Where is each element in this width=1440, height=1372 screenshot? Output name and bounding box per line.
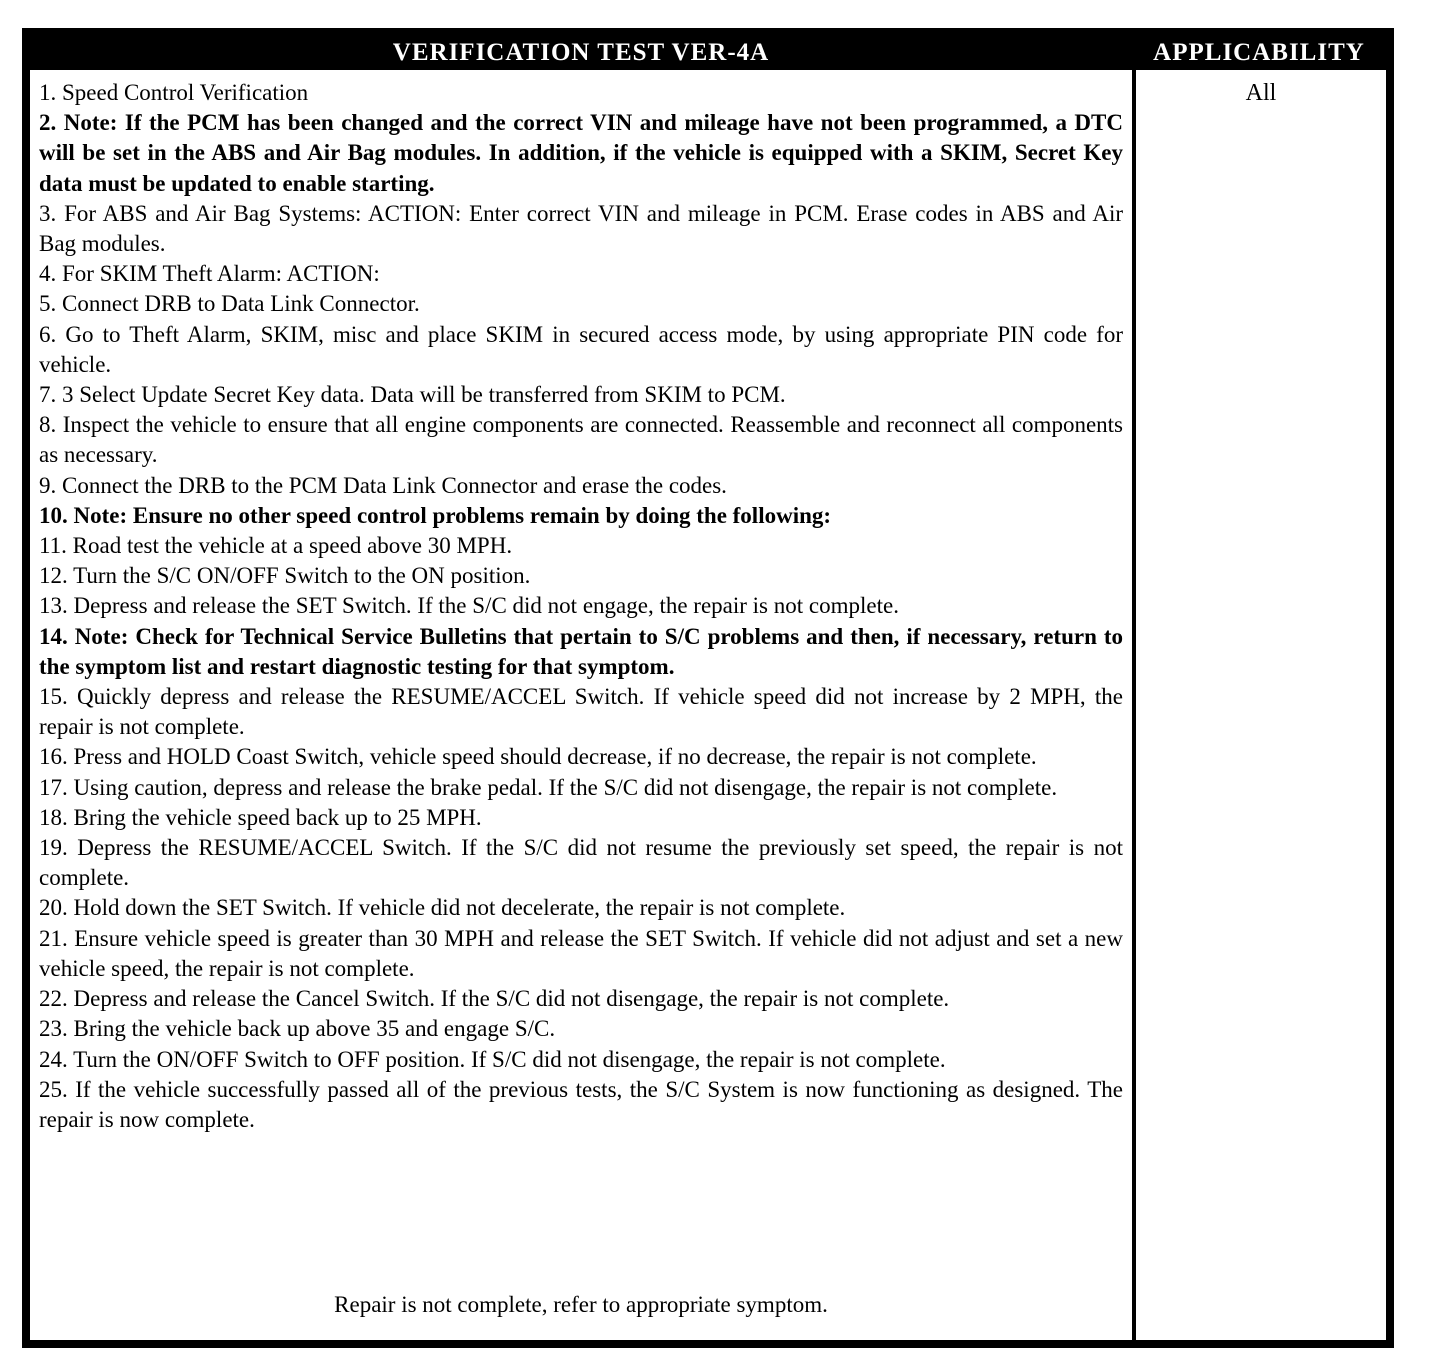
table-body-row: [30, 70, 1386, 1340]
table-header-row: [30, 36, 1386, 70]
step-item: 10. Note: Ensure no other speed control problems remain by doing the following:: [39, 502, 832, 528]
step-item: 20. Hold down the SET Switch. If vehicle did not decelerate, the repair is not complete.: [39, 895, 846, 921]
applicability-value: All: [1245, 80, 1277, 106]
step-item: 17. Using caution, depress and release the brake pedal. If the S/C did not disengage, the repair is not complete.: [39, 774, 1058, 800]
step-item: 4. For SKIM Theft Alarm: ACTION:: [39, 261, 380, 287]
step-item: 18. Bring the vehicle speed back up to 25 MPH.: [39, 804, 482, 830]
step-item: 23. Bring the vehicle back up above 35 and engage S/C.: [39, 1016, 556, 1042]
step-item: 7. 3 Select Update Secret Key data. Data will be transferred from SKIM to PCM.: [39, 382, 786, 408]
step-item: 12. Turn the S/C ON/OFF Switch to the ON position.: [39, 563, 531, 589]
step-item: 9. Connect the DRB to the PCM Data Link Connector and erase the codes.: [39, 472, 727, 498]
step-item: 22. Depress and release the Cancel Switch. If the S/C did not disengage, the repair is not complete.: [39, 986, 950, 1012]
table-title: VERIFICATION TEST VER-4A: [392, 39, 770, 66]
applicability-column-header: APPLICABILITY: [1153, 39, 1365, 66]
step-item: 14. Note: Check for Technical Service Bulletins that pertain to S/C problems and then, if necessary, return to the symptom list and restart diagnostic testing for that symptom.: [39, 623, 1123, 679]
footer-note: Repair is not complete, refer to appropriate symptom.: [334, 1292, 828, 1317]
procedure-column: [30, 70, 1132, 1340]
step-item: 16. Press and HOLD Coast Switch, vehicle speed should decrease, if no decrease, the repair is not complete.: [39, 744, 1037, 770]
step-item: 15. Quickly depress and release the RESUME/ACCEL Switch. If vehicle speed did not increase by 2 MPH, the repair is not complete.: [39, 684, 1123, 740]
steps-list: [39, 78, 1123, 1290]
step-item: 3. For ABS and Air Bag Systems: ACTION: Enter correct VIN and mileage in PCM. Erase codes in ABS and Air Bag modules.: [39, 200, 1123, 257]
step-item: 2. Note: If the PCM has been changed and the correct VIN and mileage have not been programmed, a DTC will be set in the ABS and Air Bag modules. In addition, if the vehicle is equipped with a SKIM, Secret Key data must be updated to enable starting.: [39, 110, 1123, 196]
step-item: 11. Road test the vehicle at a speed above 30 MPH.: [39, 533, 513, 559]
step-item: 6. Go to Theft Alarm, SKIM, misc and place SKIM in secured access mode, by using appropriate PIN code for vehicle.: [39, 321, 1123, 377]
step-item: 25. If the vehicle successfully passed all of the previous tests, the S/C System is now functioning as designed. The repair is now complete.: [39, 1076, 1123, 1132]
step-item: 5. Connect DRB to Data Link Connector.: [39, 291, 420, 317]
verification-test-table: [22, 28, 1394, 1348]
step-item: 24. Turn the ON/OFF Switch to OFF position. If S/C did not disengage, the repair is not complete.: [39, 1046, 946, 1072]
step-item: 19. Depress the RESUME/ACCEL Switch. If the S/C did not resume the previously set speed, the repair is not complete.: [39, 835, 1123, 891]
step-item: 21. Ensure vehicle speed is greater than 30 MPH and release the SET Switch. If vehicle did not adjust and set a new vehicle speed, the repair is not complete.: [39, 925, 1123, 981]
step-item: 1. Speed Control Verification: [39, 80, 309, 105]
step-item: 8. Inspect the vehicle to ensure that all engine components are connected. Reassemble and reconnect all components as necessary.: [39, 412, 1123, 468]
step-item: 13. Depress and release the SET Switch. If the S/C did not engage, the repair is not complete.: [39, 593, 899, 619]
